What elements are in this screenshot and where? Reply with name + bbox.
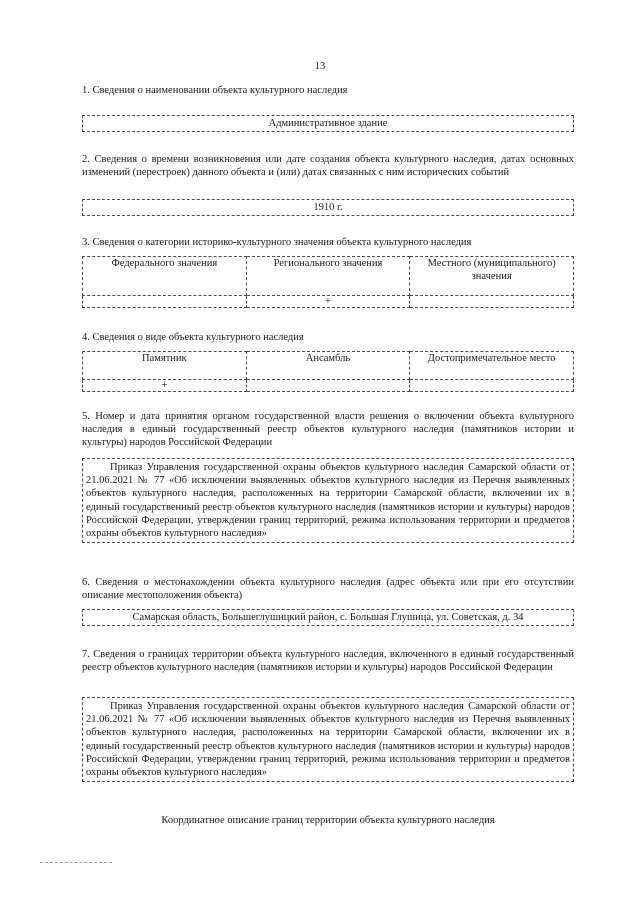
section-7-heading: 7. Сведения о границах территории объекта культурного наследия, включенного в единый государственный реестр объектов культурного наследия (памятников истории и культуры) народов Российской Федерации [82, 649, 574, 673]
mark-monument: + [83, 380, 247, 392]
address-box: Самарская область, Большеглушицкий район, с. Большая Глушица, ул. Советская, д. 34 [82, 609, 574, 626]
table-header-row [83, 352, 574, 380]
mark-landmark [410, 380, 574, 392]
section-6-heading: 6. Сведения о местонахождении объекта культурного наследия (адрес объекта или при его отсутствии описание местоположения объекта) [82, 577, 574, 601]
creation-date-box: 1910 г. [82, 199, 574, 216]
column-local: Местного (муниципального) значения [410, 257, 574, 296]
page-number: 13 [314, 61, 326, 72]
section-2-heading: 2. Сведения о времени возникновения или дате создания объекта культурного наследия, датах основных изменений (перестроек) данного объекта и (или) датах связанных с ним исторических событий [82, 154, 574, 178]
mark-local [410, 296, 574, 308]
territory-boundaries-box: Приказ Управления государственной охраны объектов культурного наследия Самарской области от 21.06.2021 № 77 «Об исключении выявленных объектов культурного наследия из Перечня выявленных объектов культурного наследия, расположенных на территории Самарской области, включении их в единый государственный реестр объектов культурного наследия (памятников истории и культуры) народов Российской Федерации, утверждении границ территорий, режима использования территории и предметов охраны объектов культурного наследия» [82, 697, 574, 782]
section-5-heading: 5. Номер и дата принятия органом государственной власти решения о включении объекта культурного наследия в единый государственный реестр объектов культурного наследия (памятников истории и культуры) народов Российской Федерации [82, 411, 574, 448]
column-landmark: Достопримечательное место [410, 352, 574, 380]
column-monument: Памятник [83, 352, 247, 380]
object-type-table [82, 351, 574, 392]
column-regional: Регионального значения [246, 257, 410, 296]
column-federal: Федерального значения [83, 257, 247, 296]
section-1-heading: 1. Сведения о наименовании объекта культурного наследия [82, 85, 348, 96]
footer-divider [40, 862, 112, 863]
section-4-heading: 4. Сведения о виде объекта культурного наследия [82, 332, 304, 343]
registry-decision-box: Приказ Управления государственной охраны объектов культурного наследия Самарской области от 21.06.2021 № 77 «Об исключении выявленных объектов культурного наследия из Перечня выявленных объектов культурного наследия, расположенных на территории Самарской области, включении их в единый государственный реестр объектов культурного наследия (памятников истории и культуры) народов Российской Федерации, утверждении границ территорий, режима использования территории и предметов охраны объектов культурного наследия» [82, 458, 574, 543]
section-3-heading: 3. Сведения о категории историко-культурного значения объекта культурного наследия [82, 237, 472, 248]
mark-regional: + [246, 296, 410, 308]
column-ensemble: Ансамбль [246, 352, 410, 380]
mark-federal [83, 296, 247, 308]
mark-ensemble [246, 380, 410, 392]
coordinates-caption: Координатное описание границ территории объекта культурного наследия [161, 815, 495, 826]
object-name-box: Административное здание [82, 115, 574, 132]
table-mark-row [83, 296, 574, 308]
table-mark-row [83, 380, 574, 392]
significance-category-table [82, 256, 574, 308]
table-header-row [83, 257, 574, 296]
